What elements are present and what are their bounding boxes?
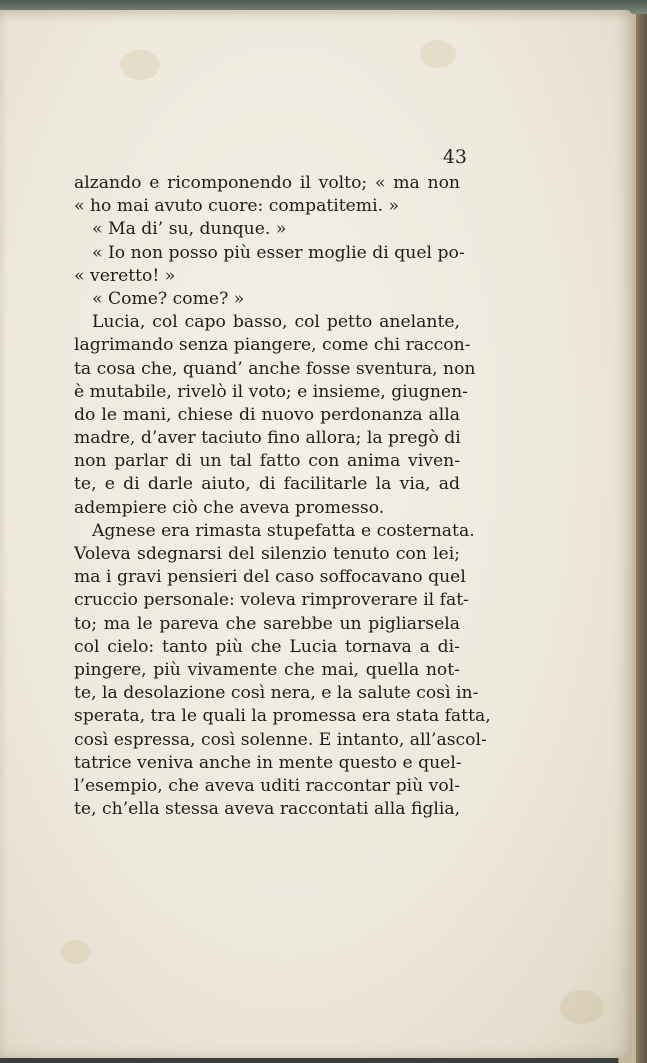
body-text: [74, 172, 491, 821]
text-line: non parlar di un tal fatto con anima viven-: [74, 451, 460, 472]
text-line: lagrimando senza piangere, come chi raccon-: [74, 335, 471, 356]
text-line: « Come? come? »: [92, 288, 245, 309]
text-line: te, e di darle aiuto, di facilitarle la via, ad: [74, 474, 460, 495]
text-line: è mutabile, rivelò il voto; e insieme, giugnen-: [74, 381, 468, 402]
text-line: ta cosa che, quand’ anche fosse sventura, non: [74, 358, 476, 379]
book-cover-edge: [636, 14, 647, 1063]
foxing-spot: [60, 940, 90, 964]
text-line: « Ma di’ su, dunque. »: [92, 219, 287, 240]
text-line: cruccio personale: voleva rimproverare il fat-: [74, 590, 469, 611]
text-line: l’esempio, che aveva uditi raccontar più vol-: [74, 775, 460, 796]
text-line: Voleva sdegnarsi del silenzio tenuto con lei;: [74, 544, 460, 564]
foxing-spot: [420, 40, 456, 68]
text-line: te, la desolazione così nera, e la salute così in-: [74, 683, 479, 704]
text-line: ma i gravi pensieri del caso soffocavano quel: [74, 567, 466, 588]
text-line: to; ma le pareva che sarebbe un pigliarsela: [74, 613, 460, 634]
foxing-spot: [560, 990, 604, 1024]
text-line: do le mani, chiese di nuovo perdonanza alla: [74, 404, 460, 425]
text-line: sperata, tra le quali la promessa era stata fatta,: [74, 706, 491, 727]
text-line: te, ch’ella stessa aveva raccontati alla figlia,: [74, 799, 461, 820]
text-line: tatrice veniva anche in mente questo e quel-: [74, 752, 462, 773]
text-line: Agnese era rimasta stupefatta e costernata.: [92, 520, 475, 541]
text-line: col cielo: tanto più che Lucia tornava a di-: [74, 636, 460, 657]
foxing-spot: [120, 50, 160, 80]
text-line: « ho mai avuto cuore: compatitemi. »: [74, 196, 400, 217]
text-line: « Io non posso più esser moglie di quel po-: [92, 242, 465, 263]
text-line: così espressa, così solenne. E intanto, all’ascol-: [74, 729, 487, 750]
text-line: adempiere ciò che aveva promesso.: [74, 497, 385, 518]
text-line: alzando e ricomponendo il volto; « ma non: [74, 173, 460, 193]
text-line: pingere, più vivamente che mai, quella not-: [74, 659, 460, 680]
text-line: Lucia, col capo basso, col petto anelante,: [92, 312, 460, 333]
text-line: « veretto! »: [74, 265, 176, 286]
page-number: 43: [442, 146, 467, 168]
text-line: madre, d’aver taciuto fino allora; la pregò di: [74, 428, 461, 449]
